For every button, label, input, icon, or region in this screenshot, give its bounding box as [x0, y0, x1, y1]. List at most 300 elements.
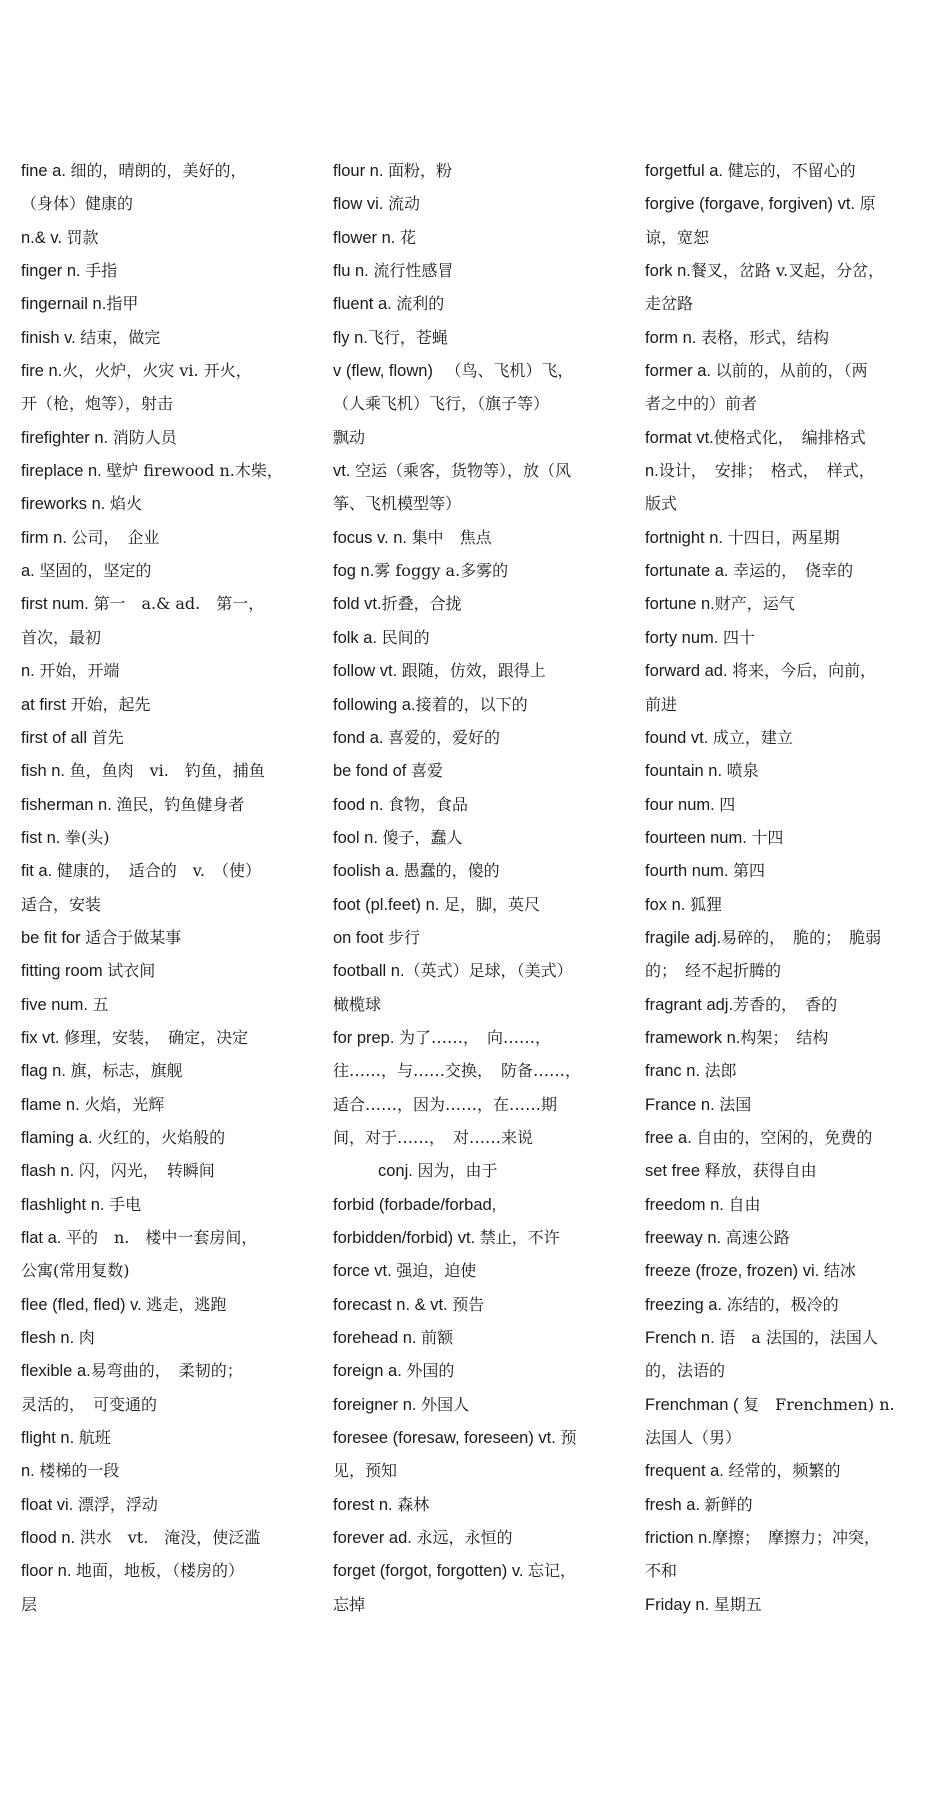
vocab-line — [333, 254, 588, 287]
vocab-term: first num. — [21, 595, 94, 614]
vocab-term: first of all — [21, 728, 92, 747]
vocab-definition: 坚固的，坚定的 — [39, 561, 152, 581]
vocab-line — [21, 554, 276, 587]
vocab-term: fragrant adj. — [645, 995, 734, 1014]
vocab-definition: 平的 n. 楼中一套房间， — [65, 1228, 258, 1247]
vocab-definition: 自由 — [728, 1194, 761, 1214]
vocab-line — [333, 1188, 588, 1221]
vocab-term: fireworks n. — [21, 495, 110, 514]
vocab-definition: 间，对于……， 对……来说 — [333, 1127, 534, 1147]
vocab-line — [645, 387, 900, 420]
vocab-line — [333, 1288, 588, 1321]
vocab-line — [333, 1521, 588, 1554]
vocab-line — [645, 1388, 900, 1421]
vocab-line — [645, 1488, 900, 1521]
vocab-definition: 版式 — [645, 494, 678, 514]
vocab-definition: 飞行，苍蝇 — [367, 327, 448, 347]
vocab-definition: 适合于做某事 — [85, 927, 182, 947]
vocab-definition: 见，预知 — [333, 1461, 398, 1481]
vocab-term: freedom n. — [645, 1195, 729, 1214]
vocab-term: v (flew, flown) — [333, 362, 438, 381]
vocab-definition: 将来，今后，向前， — [732, 661, 877, 681]
vocab-definition: 面粉，粉 — [388, 161, 453, 180]
vocab-definition: 拳(头) — [65, 827, 110, 847]
vocab-line — [645, 554, 900, 587]
vocab-term: fox n. — [645, 895, 690, 914]
vocab-definition: 罚款 — [66, 227, 99, 247]
vocab-definition: 民间的 — [381, 627, 430, 647]
vocab-line — [333, 1021, 588, 1054]
vocab-term: framework n. — [645, 1028, 741, 1047]
column-2 — [333, 154, 588, 1621]
vocab-line — [21, 654, 276, 687]
vocab-line — [21, 954, 276, 987]
vocab-line — [333, 1488, 588, 1521]
vocab-line — [333, 1588, 588, 1621]
vocab-definition: 自由的，空闲的，免费的 — [696, 1127, 873, 1147]
vocab-line — [333, 521, 588, 554]
vocab-line — [21, 721, 276, 754]
vocab-definition: 结束，做完 — [80, 327, 161, 347]
vocab-definition: 前额 — [421, 1328, 454, 1348]
vocab-definition: 冻结的，极冷的 — [726, 1294, 839, 1314]
vocab-definition: 四 — [719, 794, 736, 814]
vocab-definition: 四十 — [722, 627, 755, 647]
vocab-definition: 成立，建立 — [712, 727, 793, 747]
vocab-line — [333, 888, 588, 921]
vocab-line — [21, 254, 276, 287]
vocab-term: follow vt. — [333, 662, 402, 681]
vocab-term: fond a. — [333, 728, 389, 747]
vocab-definition: 外国的 — [406, 1361, 455, 1381]
vocab-line — [21, 1221, 276, 1254]
vocab-line — [645, 821, 900, 854]
vocab-term: France n. — [645, 1095, 720, 1114]
vocab-definition: 楼梯的一段 — [39, 1461, 120, 1481]
vocab-definition: 使格式化， 编排格式 — [713, 427, 866, 447]
vocab-line — [21, 221, 276, 254]
vocab-term: fool n. — [333, 828, 383, 847]
vocab-definition: 森林 — [397, 1494, 430, 1514]
vocab-definition: 手指 — [85, 261, 118, 281]
vocab-term: fire n. — [21, 362, 63, 381]
vocab-term: forty num. — [645, 628, 723, 647]
vocab-line — [333, 1121, 588, 1154]
vocab-line — [21, 821, 276, 854]
vocab-definition: 流利的 — [396, 294, 445, 314]
vocab-term: format vt. — [645, 428, 714, 447]
vocab-definition: 忘掉 — [333, 1594, 366, 1614]
vocab-definition: 健忘的，不留心的 — [727, 161, 856, 180]
vocab-definition: 五 — [92, 994, 109, 1014]
vocab-term: flee (fled, fled) v. — [21, 1295, 147, 1314]
vocab-definition: 地面，地板，（楼房的） — [76, 1561, 245, 1581]
vocab-definition: 步行 — [388, 927, 421, 947]
vocab-term: fog n. — [333, 562, 375, 581]
vocab-definition: 为了……， 向……， — [399, 1027, 552, 1047]
vocab-definition: 不和 — [645, 1561, 678, 1581]
vocab-definition: 法国 — [719, 1094, 752, 1114]
vocab-term: folk a. — [333, 628, 382, 647]
vocab-definition: 语 a 法国的，法国人 — [719, 1328, 878, 1348]
vocab-term: fountain n. — [645, 762, 727, 781]
vocab-line — [21, 688, 276, 721]
vocab-term: n. — [21, 1462, 40, 1481]
vocab-definition: 复 Frenchmen) n. — [743, 1394, 895, 1414]
vocab-line — [333, 454, 588, 487]
vocab-definition: 集中 焦点 — [411, 527, 492, 547]
vocab-line — [645, 1454, 900, 1487]
vocab-line — [333, 187, 588, 220]
vocab-line — [645, 788, 900, 821]
vocab-line — [333, 788, 588, 821]
vocab-line — [21, 354, 276, 387]
vocab-line — [21, 187, 276, 220]
vocab-line — [21, 1321, 276, 1354]
vocab-line — [21, 421, 276, 454]
vocab-line — [645, 1254, 900, 1287]
vocab-definition: 公寓(常用复数) — [21, 1261, 130, 1281]
vocab-term: fit a. — [21, 862, 57, 881]
vocab-definition: 设计， 安排； 格式， 样式， — [658, 461, 875, 481]
vocab-line — [645, 1054, 900, 1087]
vocab-definition: 火红的，火焰般的 — [97, 1127, 226, 1147]
vocab-term: forget (forgot, forgotten) v. — [333, 1562, 529, 1581]
vocab-line — [645, 487, 900, 520]
vocab-term: foreigner n. — [333, 1395, 422, 1414]
vocab-line — [21, 1521, 276, 1554]
vocab-term: friction n. — [645, 1529, 712, 1548]
vocab-term: flame n. — [21, 1095, 85, 1114]
vocab-line — [645, 1554, 900, 1587]
vocab-line — [645, 1188, 900, 1221]
vocab-definition: （英式）足球，（美式） — [404, 961, 573, 981]
vocab-definition: 壁炉 firewood n.木柴， — [106, 461, 283, 481]
vocab-line — [645, 1588, 900, 1621]
vocab-term: forehead n. — [333, 1329, 422, 1348]
vocab-line — [333, 487, 588, 520]
vocab-term: fragile adj. — [645, 928, 722, 947]
vocab-term: fold vt. — [333, 595, 382, 614]
vocab-definition: 的； 经不起折腾的 — [645, 961, 782, 981]
vocab-line — [21, 621, 276, 654]
vocab-definition: 餐叉，岔路 v.叉起，分岔， — [690, 261, 885, 281]
vocab-line — [645, 587, 900, 620]
vocab-definition: 适合……，因为……，在……期 — [333, 1094, 558, 1114]
vocab-term: firefighter n. — [21, 428, 113, 447]
vocab-term: on foot — [333, 928, 389, 947]
vocab-line — [333, 721, 588, 754]
vocab-line — [645, 1154, 900, 1187]
vocab-line — [21, 788, 276, 821]
vocab-line — [21, 854, 276, 887]
vocab-term: foolish a. — [333, 862, 404, 881]
vocab-definition: 肉 — [78, 1328, 95, 1348]
vocab-term: flower n. — [333, 228, 400, 247]
vocab-line — [333, 621, 588, 654]
vocab-definition: 细的，晴朗的，美好的， — [70, 161, 247, 180]
vocab-line — [645, 1321, 900, 1354]
vocab-definition: 的，法语的 — [645, 1361, 726, 1381]
vocab-definition: 足，脚，英尺 — [443, 894, 540, 914]
vocab-line — [645, 954, 900, 987]
vocab-line — [21, 1254, 276, 1287]
vocab-definition: 永远，永恒的 — [416, 1528, 513, 1548]
vocab-definition: 幸运的， 侥幸的 — [733, 561, 854, 581]
vocab-definition: 外国人 — [421, 1394, 470, 1414]
vocab-term: for prep. — [333, 1028, 400, 1047]
vocab-line — [21, 1354, 276, 1387]
vocab-line — [333, 1454, 588, 1487]
vocab-term: forbid (forbade/forbad, — [333, 1195, 497, 1214]
vocab-definition: 开（枪，炮等），射击 — [21, 394, 174, 414]
vocab-definition: 旗，标志，旗舰 — [70, 1061, 183, 1081]
vocab-line — [645, 988, 900, 1021]
vocab-definition: 芳香的， 香的 — [733, 994, 838, 1014]
vocab-line — [333, 1321, 588, 1354]
vocab-definition: 预告 — [452, 1294, 485, 1314]
vocab-line — [645, 321, 900, 354]
vocab-line — [21, 1554, 276, 1587]
vocab-definition: 喷泉 — [726, 761, 759, 781]
vocab-definition: 结冰 — [823, 1261, 856, 1281]
vocab-line — [333, 287, 588, 320]
vocab-term: freezing a. — [645, 1295, 727, 1314]
vocab-definition: 逃走，逃跑 — [146, 1294, 227, 1314]
vocab-definition: 接着的，以下的 — [415, 694, 528, 714]
vocab-term: forgive (forgave, forgiven) vt. — [645, 195, 860, 214]
vocab-line — [21, 454, 283, 487]
vocab-line — [645, 354, 900, 387]
vocab-term: flight n. — [21, 1429, 79, 1448]
vocab-line — [333, 321, 588, 354]
vocab-term: floor n. — [21, 1562, 77, 1581]
vocab-line — [645, 1021, 900, 1054]
vocab-term: fresh a. — [645, 1495, 705, 1514]
vocab-definition: 首次，最初 — [21, 627, 102, 647]
vocab-term: franc n. — [645, 1062, 705, 1081]
vocab-line — [645, 1121, 900, 1154]
vocab-definition: 狐狸 — [689, 894, 722, 914]
vocab-definition: 高速公路 — [725, 1228, 790, 1247]
vocab-line — [21, 587, 276, 620]
vocab-definition: 傻子，蠢人 — [382, 827, 463, 847]
vocab-line — [645, 1421, 900, 1454]
vocab-definition: 试衣间 — [107, 961, 156, 981]
vocab-term: flat a. — [21, 1229, 66, 1247]
vocab-definition: 新鲜的 — [704, 1494, 753, 1514]
vocab-line — [21, 1054, 276, 1087]
vocab-line — [21, 1454, 276, 1487]
vocab-line — [333, 854, 588, 887]
vocab-term: flesh n. — [21, 1329, 79, 1348]
vocab-definition: 法国人（男） — [645, 1428, 742, 1448]
vocab-term: fortnight n. — [645, 528, 728, 547]
vocab-line — [21, 387, 276, 420]
vocab-definition: 折叠，合拢 — [381, 594, 462, 614]
vocab-definition: 者之中的）前者 — [645, 394, 758, 414]
vocab-definition: 喜爱 — [410, 761, 443, 781]
vocab-line — [645, 454, 900, 487]
vocab-definition: 十四日，两星期 — [727, 527, 840, 547]
vocab-line — [333, 1054, 588, 1087]
vocab-line — [645, 521, 900, 554]
vocab-definition: 摩擦； 摩擦力；冲突， — [711, 1528, 880, 1548]
vocab-line — [21, 1121, 276, 1154]
vocab-definition: 喜爱的，爱好的 — [388, 727, 501, 747]
vocab-term: freeze (froze, frozen) vi. — [645, 1262, 824, 1281]
vocab-term: fortunate a. — [645, 562, 734, 581]
vocab-line — [645, 221, 900, 254]
vocab-definition: 释放，获得自由 — [704, 1161, 817, 1181]
vocab-definition: 首先 — [91, 727, 124, 747]
vocab-line — [645, 888, 900, 921]
vocab-line — [333, 1354, 588, 1387]
vocab-line — [21, 1588, 276, 1621]
vocab-line — [645, 187, 900, 220]
vocab-definition: 筝、飞机模型等） — [333, 494, 462, 514]
vocab-definition: 易弯曲的， 柔韧的； — [90, 1361, 243, 1381]
vocab-term: n. — [21, 662, 40, 681]
vocab-term: fluent a. — [333, 295, 397, 314]
vocab-definition: 流行性感冒 — [373, 261, 454, 281]
vocab-definition: 谅，宽恕 — [645, 227, 710, 247]
vocab-line — [333, 387, 588, 420]
vocab-definition: 焰火 — [109, 494, 142, 514]
vocab-term: flu n. — [333, 262, 374, 281]
vocab-definition: 空运（乘客，货物等），放（风 — [355, 461, 572, 481]
vocab-line — [333, 821, 588, 854]
vocab-definition: 橄榄球 — [333, 994, 382, 1014]
vocab-line — [333, 1088, 588, 1121]
vocab-term: a. — [21, 562, 40, 581]
vocab-definition: 飘动 — [333, 427, 366, 447]
vocab-line — [21, 287, 276, 320]
vocab-definition: 禁止，不许 — [479, 1228, 560, 1247]
vocab-term: fireplace n. — [21, 462, 107, 481]
vocab-definition: 闪，闪光， 转瞬间 — [78, 1161, 215, 1181]
vocab-line — [21, 988, 276, 1021]
vocab-term: Frenchman ( — [645, 1395, 744, 1414]
vocab-line — [645, 1521, 900, 1554]
vocab-definition: 航班 — [78, 1428, 111, 1448]
vocab-term: flaming a. — [21, 1128, 98, 1147]
vocab-term: forest n. — [333, 1495, 398, 1514]
vocab-definition: 经常的，频繁的 — [728, 1461, 841, 1481]
vocab-definition: 星期五 — [713, 1594, 762, 1614]
vocab-line — [333, 421, 588, 454]
vocab-definition: 原 — [859, 194, 876, 214]
vocab-term: form n. — [645, 328, 701, 347]
vocab-term: n. — [645, 462, 659, 481]
vocab-definition: 适合，安装 — [21, 894, 102, 914]
vocab-term: at first — [21, 695, 71, 714]
vocab-line — [333, 1554, 588, 1587]
vocab-definition: 雾 foggy a.多雾的 — [374, 561, 509, 581]
vocab-definition: 往……，与……交换， 防备……， — [333, 1061, 582, 1081]
vocab-line — [21, 1188, 276, 1221]
vocab-line — [21, 154, 276, 187]
vocab-definition: 构架； 结构 — [740, 1027, 829, 1047]
vocab-definition: 手电 — [109, 1194, 142, 1214]
vocab-term: foresee (foresaw, foreseen) vt. — [333, 1429, 561, 1448]
vocab-line — [21, 321, 276, 354]
vocab-definition: 以前的，从前的，（两 — [715, 361, 868, 381]
vocab-term: fine a. — [21, 162, 71, 180]
vocab-line — [645, 754, 900, 787]
vocab-line — [333, 154, 588, 187]
vocab-definition: 层 — [21, 1594, 38, 1614]
vocab-line — [333, 354, 588, 387]
vocab-definition: 指甲 — [106, 294, 139, 314]
vocab-line — [333, 1254, 588, 1287]
vocab-definition: （人乘飞机）飞行，（旗子等） — [333, 394, 550, 414]
vocab-definition: 预 — [560, 1428, 577, 1448]
vocab-line — [21, 1421, 276, 1454]
vocab-definition: 消防人员 — [112, 427, 177, 447]
vocab-line — [645, 621, 900, 654]
vocab-term: be fit for — [21, 928, 86, 947]
vocab-definition: 鱼，鱼肉 vi. 钓鱼，捕鱼 — [69, 761, 265, 781]
vocab-definition: （鸟、飞机）飞， — [437, 361, 574, 381]
vocab-term: fingernail n. — [21, 295, 107, 314]
vocab-term: fist n. — [21, 828, 66, 847]
vocab-definition: 走岔路 — [645, 294, 694, 314]
vocab-definition: 财产，运气 — [714, 594, 795, 614]
vocab-term: flour n. — [333, 162, 389, 180]
vocab-line — [333, 1421, 588, 1454]
vocab-term: finish v. — [21, 328, 81, 347]
vocab-line — [645, 654, 900, 687]
vocab-line — [21, 1088, 276, 1121]
vocab-definition: 食物，食品 — [388, 794, 469, 814]
vocab-definition: 流动 — [388, 194, 421, 214]
vocab-term: fourteen num. — [645, 828, 752, 847]
vocab-definition: 开始，开端 — [39, 661, 120, 681]
vocab-term: forward ad. — [645, 662, 733, 681]
vocab-definition: （身体）健康的 — [21, 194, 134, 214]
vocab-line — [333, 1221, 588, 1254]
vocab-line — [645, 254, 900, 287]
vocab-term: force vt. — [333, 1262, 397, 1281]
vocab-line — [645, 688, 900, 721]
vocab-term: fork n. — [645, 262, 691, 281]
vocab-definition: 修理，安装， 确定，决定 — [64, 1027, 249, 1047]
vocab-definition: 法郎 — [704, 1061, 737, 1081]
vocab-definition: 忘记， — [528, 1561, 577, 1581]
vocab-definition: 跟随，仿效，跟得上 — [401, 661, 546, 681]
vocab-definition: 十四 — [751, 827, 784, 847]
vocab-term: forbidden/forbid) vt. — [333, 1229, 480, 1247]
vocab-definition: 灵活的， 可变通的 — [21, 1394, 158, 1414]
vocab-term: freeway n. — [645, 1229, 726, 1247]
vocab-definition: 健康的， 适合的 v. （使） — [56, 861, 261, 881]
vocab-term: fitting room — [21, 962, 108, 981]
vocab-term: firm n. — [21, 528, 72, 547]
vocab-line — [21, 521, 276, 554]
vocab-line — [333, 654, 588, 687]
vocab-line — [333, 554, 588, 587]
vocab-term: flood n. — [21, 1529, 80, 1548]
column-3 — [645, 154, 900, 1621]
vocab-definition: 第四 — [733, 861, 766, 881]
vocab-term: forever ad. — [333, 1529, 417, 1548]
vocab-term: fisherman n. — [21, 795, 117, 814]
vocab-term: foreign a. — [333, 1362, 407, 1381]
vocab-term: frequent a. — [645, 1462, 729, 1481]
vocab-line — [333, 1154, 588, 1187]
vocab-definition: 易碎的， 脆的； 脆弱 — [721, 927, 882, 947]
